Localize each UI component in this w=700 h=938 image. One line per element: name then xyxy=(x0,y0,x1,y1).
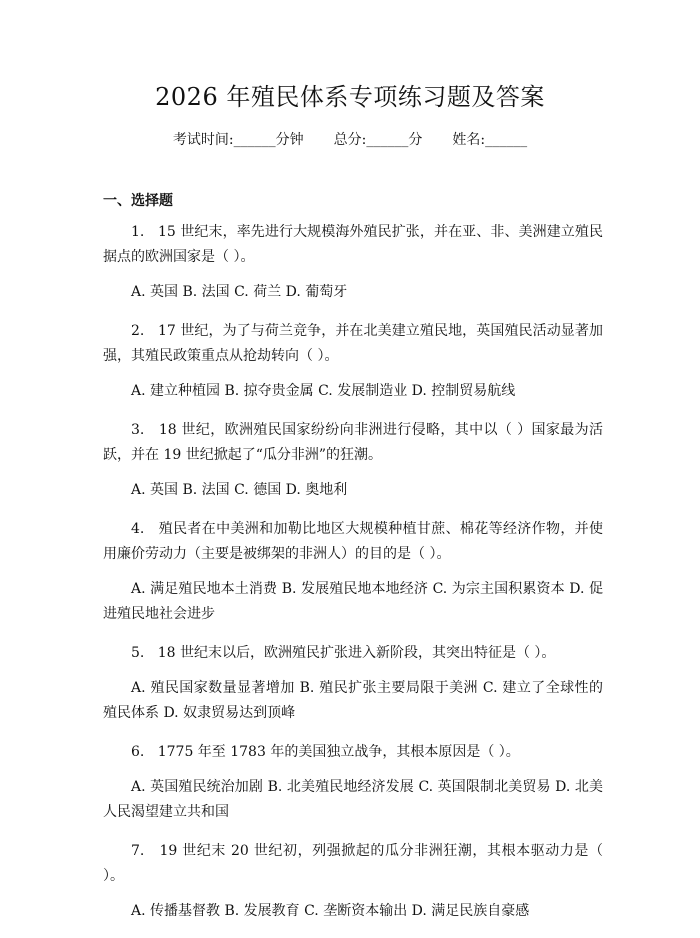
question-text: 殖民者在中美洲和加勒比地区大规模种植甘蔗、棉花等经济作物，并使用廉价劳动力（主要是被绑架的非洲人）的目的是（ ）。 xyxy=(103,521,604,562)
question-number: 1. xyxy=(131,224,145,240)
question-text: 17 世纪，为了与荷兰竞争，并在北美建立殖民地，英国殖民活动显著加强，其殖民政策重点从抢劫转向（ ）。 xyxy=(103,323,603,364)
time-label: 考试时间: xyxy=(172,132,234,148)
question-stem xyxy=(103,517,603,567)
question-item xyxy=(103,740,603,825)
question-options: A. 英国殖民统治加剧 B. 北美殖民地经济发展 C. 英国限制北美贸易 D. 北美人民渴望建立共和国 xyxy=(103,779,603,820)
question-item xyxy=(103,418,603,503)
question-options: A. 英国 B. 法国 C. 德国 D. 奥地利 xyxy=(131,482,348,498)
question-number: 7. xyxy=(131,843,145,859)
question-list xyxy=(103,220,603,938)
time-unit: 分钟 xyxy=(275,132,304,148)
time-blank: ______ xyxy=(233,132,276,148)
score-label: 总分: xyxy=(333,132,367,148)
question-stem xyxy=(103,641,603,666)
question-stem xyxy=(103,220,603,270)
question-item xyxy=(103,839,603,924)
section-heading: 一、选择题 xyxy=(103,193,173,209)
question-number: 2. xyxy=(131,323,145,339)
question-stem xyxy=(103,740,603,765)
question-item xyxy=(103,517,603,627)
document-title: 2026 年殖民体系专项练习题及答案 xyxy=(155,83,545,111)
name-label: 姓名: xyxy=(452,132,486,148)
question-options: A. 殖民国家数量显著增加 B. 殖民扩张主要局限于美洲 C. 建立了全球性的殖民体系 D. 奴隶贸易达到顶峰 xyxy=(103,680,603,721)
question-text: 18 世纪末以后，欧洲殖民扩张进入新阶段，其突出特征是（ ）。 xyxy=(157,645,556,661)
question-item xyxy=(103,641,603,726)
exam-info-line xyxy=(0,130,700,150)
question-options: A. 英国 B. 法国 C. 荷兰 D. 葡萄牙 xyxy=(131,284,348,300)
question-text: 19 世纪末 20 世纪初，列强掀起的瓜分非洲狂潮，其根本驱动力是（ ）。 xyxy=(103,843,603,884)
question-options: A. 建立种植园 B. 掠夺贵金属 C. 发展制造业 D. 控制贸易航线 xyxy=(131,383,516,399)
question-stem xyxy=(103,418,603,468)
question-options: A. 满足殖民地本土消费 B. 发展殖民地本地经济 C. 为宗主国积累资本 D. 促进殖民地社会进步 xyxy=(103,581,603,622)
question-text: 1775 年至 1783 年的美国独立战争，其根本原因是（ ）。 xyxy=(157,744,520,760)
question-item xyxy=(103,319,603,404)
name-blank: ______ xyxy=(485,132,528,148)
question-number: 5. xyxy=(131,645,145,661)
score-unit: 分 xyxy=(408,132,423,148)
question-item xyxy=(103,220,603,305)
question-text: 15 世纪末，率先进行大规模海外殖民扩张，并在亚、非、美洲建立殖民据点的欧洲国家是（ ）。 xyxy=(103,224,603,265)
question-stem xyxy=(103,319,603,369)
question-text: 18 世纪，欧洲殖民国家纷纷向非洲进行侵略，其中以（ ）国家最为活跃，并在 19 世纪掀起了“瓜分非洲”的狂潮。 xyxy=(103,422,603,463)
question-number: 3. xyxy=(131,422,145,438)
question-number: 4. xyxy=(131,521,145,537)
score-blank: ______ xyxy=(366,132,409,148)
question-number: 6. xyxy=(131,744,145,760)
question-options: A. 传播基督教 B. 发展教育 C. 垄断资本输出 D. 满足民族自豪感 xyxy=(131,903,530,919)
question-stem xyxy=(103,839,603,889)
